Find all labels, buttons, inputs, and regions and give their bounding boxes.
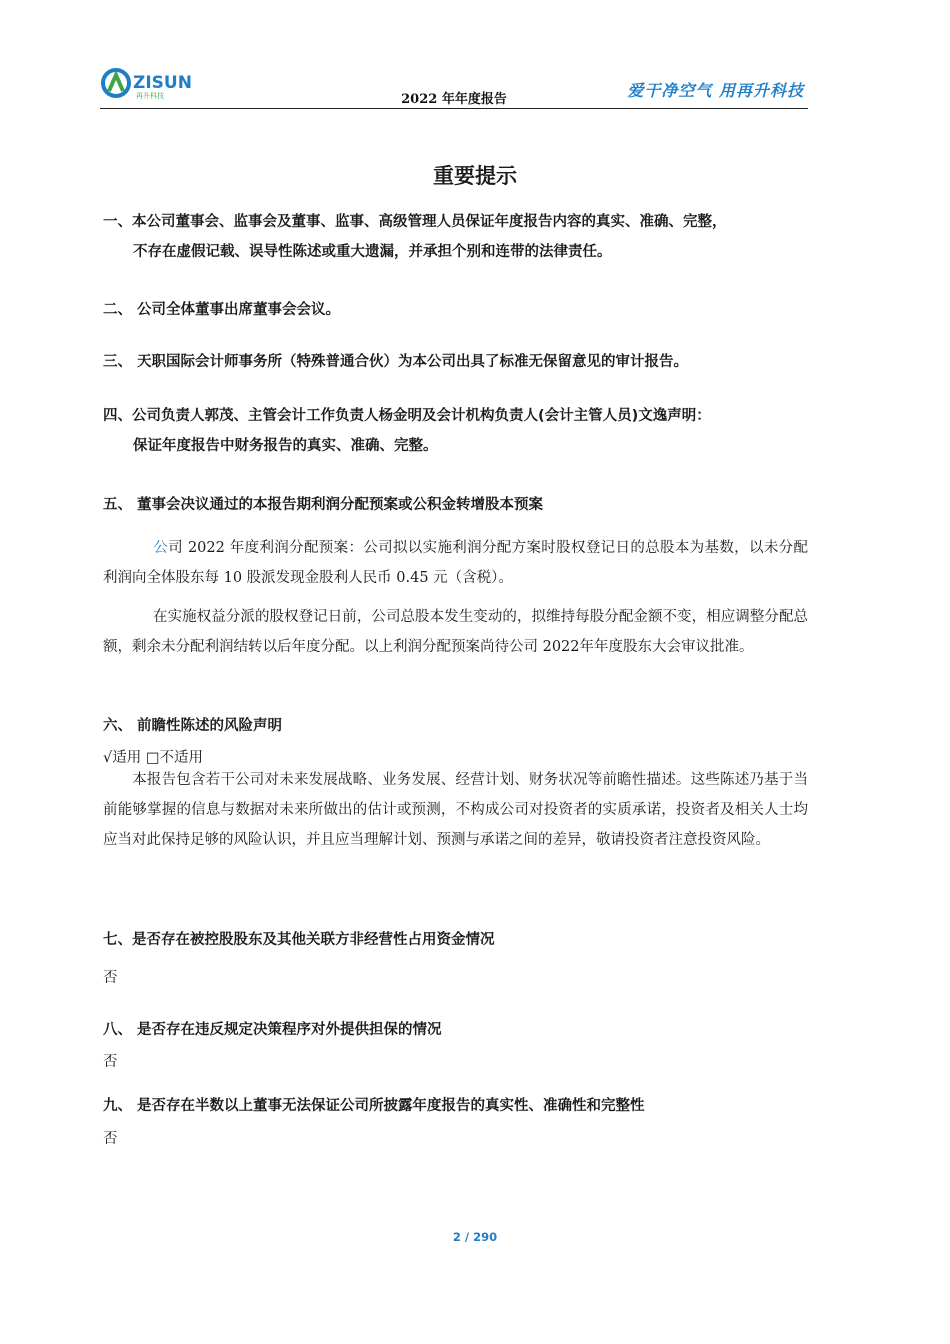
notice-item-6: 六、 前瞻性陈述的风险声明 [103,718,283,734]
equity-adjustment-text: 在实施权益分派的股权登记日前，公司总股本发生变动的，拟维持每股分配金额不变，相应调整分配总额，剩余未分配利润结转以后年度分配。以上利润分配预案尚待公司 2022年年度股东大会审议批准。 [103,609,808,655]
page-title: 重要提示 [433,164,517,188]
notice-item-4 [103,401,808,461]
item-7-answer: 否 [103,970,118,986]
profit-distribution-text: 司 2022 年度利润分配预案：公司拟以实施利润分配方案时股权登记日的总股本为基数，以未分配利润向全体股东每 10 股派发现金股利人民币 0.45 元（含税）。 [103,540,808,586]
logo-wordmark: ZISUN [133,73,192,93]
profit-distribution-first-char: 公 [153,540,169,556]
notice-item-2: 二、 公司全体董事出席董事会会议。 [103,302,341,318]
company-slogan: 爱干净空气 用再升科技 [627,81,804,100]
item-1-number: 一、 [103,214,132,230]
item-4-line-2: 保证年度报告中财务报告的真实、准确、完整。 [133,438,438,454]
notice-item-9: 九、 是否存在半数以上董事无法保证公司所披露年度报告的真实性、准确性和完整性 [103,1098,645,1114]
item-1-line-2: 不存在虚假记载、误导性陈述或重大遗漏，并承担个别和连带的法律责任。 [133,244,612,260]
equity-adjustment-paragraph [103,602,808,662]
forward-looking-paragraph [103,765,808,855]
logo-subtext: 再升科技 [136,92,164,100]
item-8-answer: 否 [103,1054,118,1070]
profit-distribution-paragraph [103,533,808,593]
notice-item-7: 七、是否存在被控股股东及其他关联方非经营性占用资金情况 [103,932,495,948]
notice-item-8: 八、 是否存在违反规定决策程序对外提供担保的情况 [103,1022,442,1038]
item-1-line-1: 本公司董事会、监事会及董事、监事、高级管理人员保证年度报告内容的真实、准确、完整， [132,214,727,230]
page-header [100,62,808,109]
item-4-line-1: 四、公司负责人郭茂、主管会计工作负责人杨金明及会计机构负责人(会计主管人员)文逸声明： [103,408,711,424]
page-number: 2 / 290 [452,1230,498,1244]
notice-item-3: 三、 天职国际会计师事务所（特殊普通合伙）为本公司出具了标准无保留意见的审计报告。 [103,354,689,370]
applicable-checkbox-line: √适用 □不适用 [103,750,204,766]
report-header-title: 2022 年年度报告 [401,92,507,107]
notice-item-1 [103,207,808,267]
item-9-answer: 否 [103,1131,118,1147]
forward-looking-text: 本报告包含若干公司对未来发展战略、业务发展、经营计划、财务状况等前瞻性描述。这些陈述乃基于当前能够掌握的信息与数据对未来所做出的估计或预测，不构成公司对投资者的实质承诺，投资者及相关人士均应当对此保持足够的风险认识，并且应当理解计划、预测与承诺之间的差异，敬请投资者注意投资风险。 [103,772,808,848]
notice-item-5: 五、 董事会决议通过的本报告期利润分配预案或公积金转增股本预案 [103,497,544,513]
